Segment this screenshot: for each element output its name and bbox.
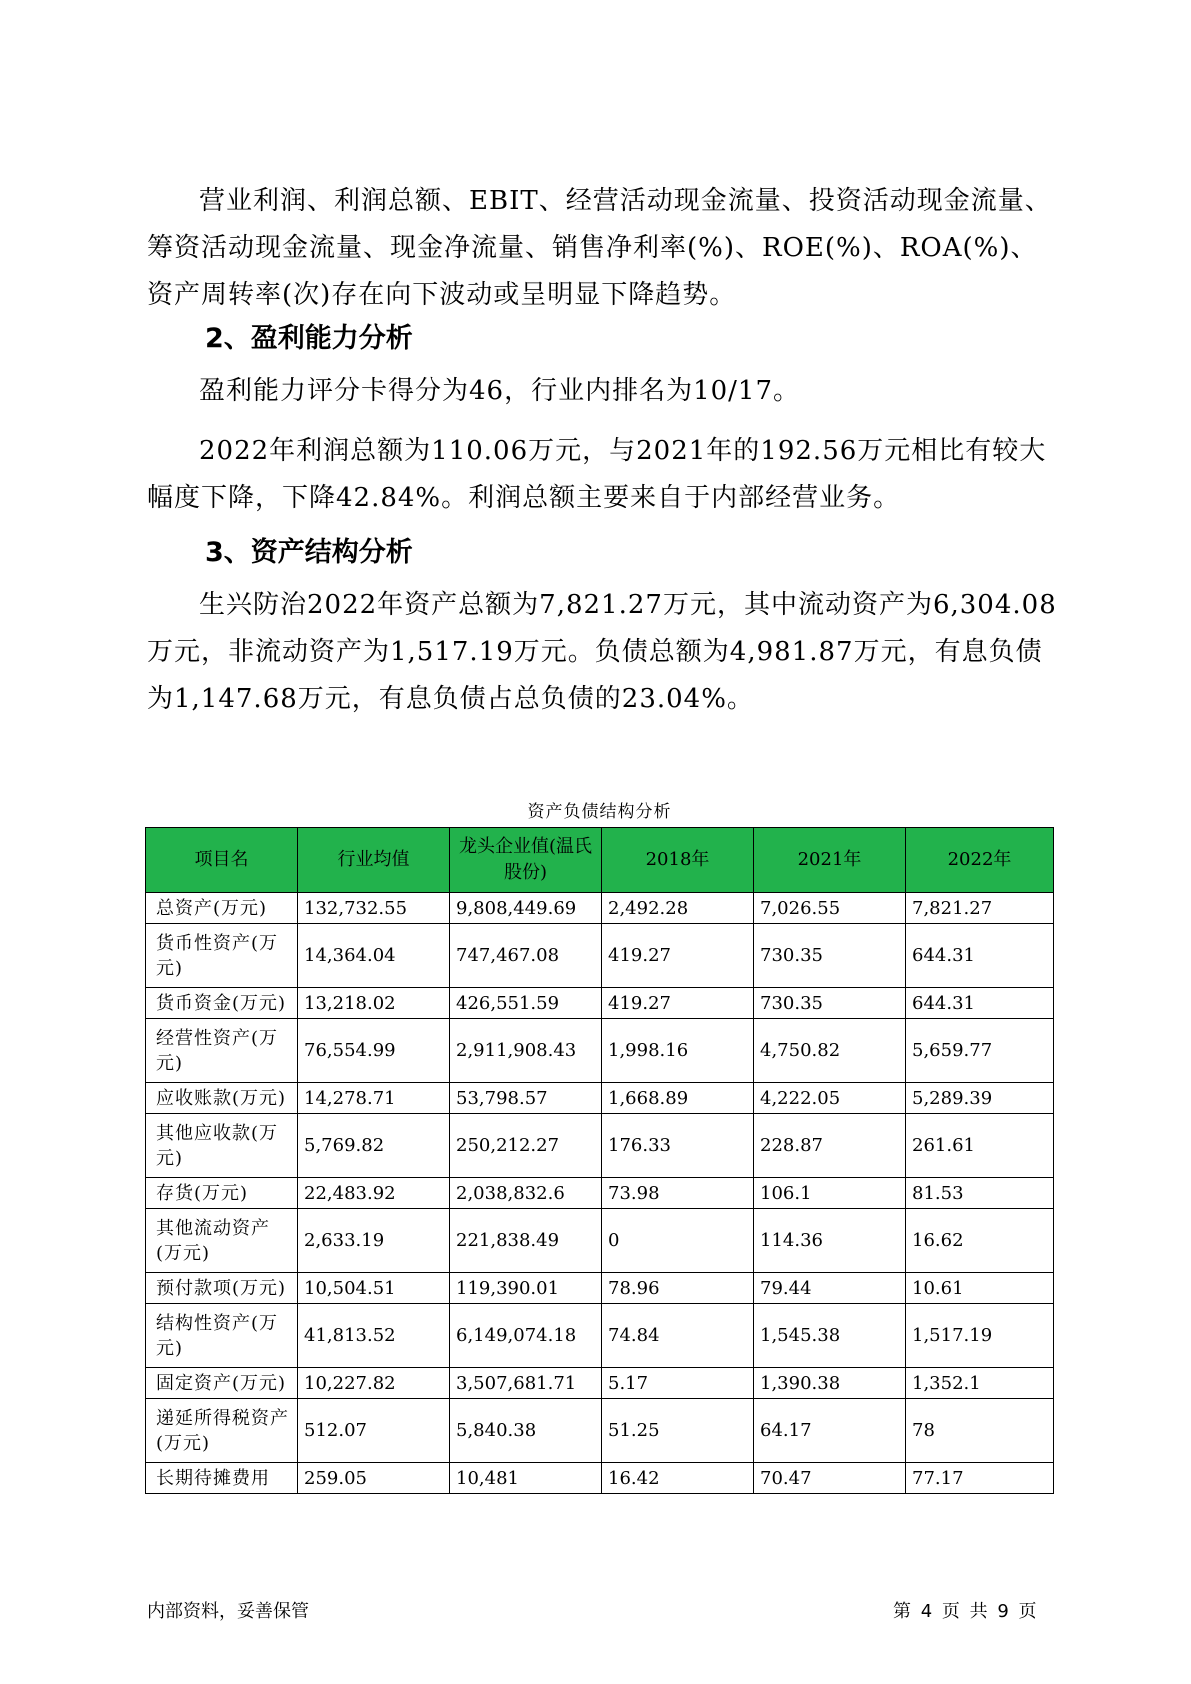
table-cell: 74.84	[602, 1304, 754, 1368]
section-2-paragraph-1: 盈利能力评分卡得分为46，行业内排名为10/17。	[199, 376, 801, 406]
table-cell: 53,798.57	[450, 1083, 602, 1114]
table-cell: 730.35	[754, 988, 906, 1019]
table-cell: 14,278.71	[298, 1083, 450, 1114]
table-cell: 16.62	[906, 1209, 1054, 1273]
table-cell: 2,492.28	[602, 893, 754, 924]
row-label: 长期待摊费用	[146, 1463, 298, 1494]
table-cell: 7,026.55	[754, 893, 906, 924]
table-cell: 22,483.92	[298, 1178, 450, 1209]
row-label: 经营性资产(万元)	[146, 1019, 298, 1083]
table-cell: 10,227.82	[298, 1368, 450, 1399]
table-cell: 10.61	[906, 1273, 1054, 1304]
table-cell: 5,659.77	[906, 1019, 1054, 1083]
table-cell: 2,038,832.6	[450, 1178, 602, 1209]
header-2018: 2018年	[602, 828, 754, 893]
section-3-paragraph-1: 生兴防治2022年资产总额为7,821.27万元，其中流动资产为6,304.08万元，非流动资产为1,517.19万元。负债总额为4,981.87万元，有息负债为1,147.68万元，有息负债占总负债的23.04%。	[147, 590, 1057, 714]
table-row	[146, 924, 1054, 988]
table-row	[146, 1368, 1054, 1399]
table-cell: 644.31	[906, 988, 1054, 1019]
table-cell: 13,218.02	[298, 988, 450, 1019]
table-row	[146, 1273, 1054, 1304]
table-header-row	[146, 828, 1054, 893]
intro-paragraph: 营业利润、利润总额、EBIT、经营活动现金流量、投资活动现金流量、筹资活动现金流量、现金净流量、销售净利率(%)、ROE(%)、ROA(%)、资产周转率(次)存在向下波动或呈明显下降趋势。	[147, 186, 1052, 310]
header-industry-average: 行业均值	[298, 828, 450, 893]
table-row	[146, 1209, 1054, 1273]
table-cell: 73.98	[602, 1178, 754, 1209]
table-row	[146, 893, 1054, 924]
row-label: 固定资产(万元)	[146, 1368, 298, 1399]
table-cell: 5,840.38	[450, 1399, 602, 1463]
header-item-name: 项目名	[146, 828, 298, 893]
table-row	[146, 1114, 1054, 1178]
row-label: 应收账款(万元)	[146, 1083, 298, 1114]
table-cell: 4,222.05	[754, 1083, 906, 1114]
table-cell: 132,732.55	[298, 893, 450, 924]
table-cell: 1,998.16	[602, 1019, 754, 1083]
table-cell: 76,554.99	[298, 1019, 450, 1083]
table-cell: 78.96	[602, 1273, 754, 1304]
table-cell: 419.27	[602, 924, 754, 988]
table-cell: 1,668.89	[602, 1083, 754, 1114]
row-label: 其他应收款(万元)	[146, 1114, 298, 1178]
table-cell: 730.35	[754, 924, 906, 988]
table-cell: 1,390.38	[754, 1368, 906, 1399]
row-label: 货币性资产(万元)	[146, 924, 298, 988]
table-cell: 81.53	[906, 1178, 1054, 1209]
table-row	[146, 1399, 1054, 1463]
section-2-paragraph-2: 2022年利润总额为110.06万元，与2021年的192.56万元相比有较大幅度下降，下降42.84%。利润总额主要来自于内部经营业务。	[147, 436, 1047, 513]
table-row	[146, 1463, 1054, 1494]
footer-confidential-note: 内部资料，妥善保管	[147, 1601, 309, 1622]
table-cell: 261.61	[906, 1114, 1054, 1178]
table-cell: 1,352.1	[906, 1368, 1054, 1399]
table-cell: 119,390.01	[450, 1273, 602, 1304]
table-cell: 10,481	[450, 1463, 602, 1494]
table-cell: 0	[602, 1209, 754, 1273]
table-cell: 10,504.51	[298, 1273, 450, 1304]
table-row	[146, 1304, 1054, 1368]
table-caption: 资产负债结构分析	[527, 802, 672, 822]
table-cell: 1,545.38	[754, 1304, 906, 1368]
table-cell: 9,808,449.69	[450, 893, 602, 924]
table-cell: 3,507,681.71	[450, 1368, 602, 1399]
table-row	[146, 1019, 1054, 1083]
row-label: 结构性资产(万元)	[146, 1304, 298, 1368]
table-cell: 114.36	[754, 1209, 906, 1273]
table-cell: 14,364.04	[298, 924, 450, 988]
table-cell: 106.1	[754, 1178, 906, 1209]
table-cell: 5,769.82	[298, 1114, 450, 1178]
table-cell: 6,149,074.18	[450, 1304, 602, 1368]
table-cell: 512.07	[298, 1399, 450, 1463]
table-cell: 5,289.39	[906, 1083, 1054, 1114]
table-cell: 64.17	[754, 1399, 906, 1463]
table-row	[146, 1178, 1054, 1209]
table-cell: 7,821.27	[906, 893, 1054, 924]
row-label: 递延所得税资产(万元)	[146, 1399, 298, 1463]
asset-liability-table	[145, 827, 1054, 1494]
table-cell: 16.42	[602, 1463, 754, 1494]
table-cell: 77.17	[906, 1463, 1054, 1494]
section-2-heading: 2、盈利能力分析	[205, 323, 413, 354]
table-cell: 5.17	[602, 1368, 754, 1399]
table-cell: 41,813.52	[298, 1304, 450, 1368]
table-cell: 2,911,908.43	[450, 1019, 602, 1083]
row-label: 其他流动资产(万元)	[146, 1209, 298, 1273]
table-cell: 228.87	[754, 1114, 906, 1178]
table-cell: 70.47	[754, 1463, 906, 1494]
table-cell: 426,551.59	[450, 988, 602, 1019]
row-label: 货币资金(万元)	[146, 988, 298, 1019]
row-label: 存货(万元)	[146, 1178, 298, 1209]
table-cell: 78	[906, 1399, 1054, 1463]
table-cell: 419.27	[602, 988, 754, 1019]
footer-page-number: 第 4 页 共 9 页	[893, 1601, 1037, 1622]
header-2022: 2022年	[906, 828, 1054, 893]
table-cell: 51.25	[602, 1399, 754, 1463]
section-3-heading: 3、资产结构分析	[205, 537, 413, 568]
table-cell: 79.44	[754, 1273, 906, 1304]
table-row	[146, 1083, 1054, 1114]
header-leader-value: 龙头企业值(温氏股份)	[450, 828, 602, 893]
table-cell: 1,517.19	[906, 1304, 1054, 1368]
row-label: 总资产(万元)	[146, 893, 298, 924]
table-cell: 259.05	[298, 1463, 450, 1494]
table-cell: 250,212.27	[450, 1114, 602, 1178]
table-cell: 2,633.19	[298, 1209, 450, 1273]
table-cell: 747,467.08	[450, 924, 602, 988]
table-cell: 644.31	[906, 924, 1054, 988]
header-2021: 2021年	[754, 828, 906, 893]
row-label: 预付款项(万元)	[146, 1273, 298, 1304]
table-row	[146, 988, 1054, 1019]
table-cell: 221,838.49	[450, 1209, 602, 1273]
table-cell: 176.33	[602, 1114, 754, 1178]
table-cell: 4,750.82	[754, 1019, 906, 1083]
